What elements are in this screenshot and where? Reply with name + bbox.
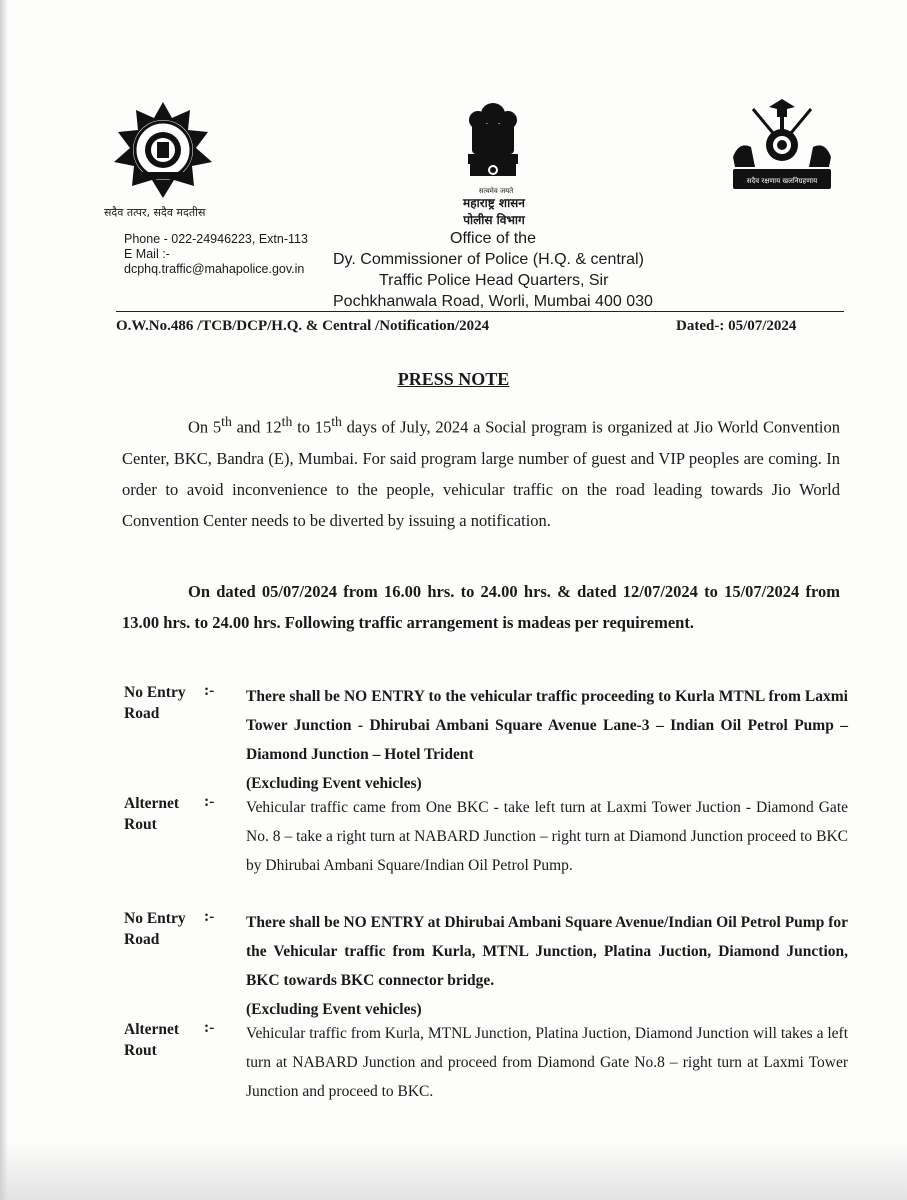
arrangement-text: There shall be NO ENTRY to the vehicular traffic proceeding to Kurla MTNL from Laxmi Tower Junction - Dhirubai Ambani Square Avenue Lane-3 – Indian Oil Petrol Pump – Diamond Junction – Hotel Trident [246,688,848,763]
emblem-motto: सत्यमेव जयते [478,187,514,195]
crest-inscription: सदैव रक्षणाय खलनिग्रहणाय [746,177,818,185]
intro-paragraph [122,406,840,536]
para-text: to 15 [292,417,332,437]
para-text: days of July, 2024 a Social program is organized at Jio World Convention Center, BKC, Bandra (E), Mumbai. For said program large number of guest and VIP peoples are coming. In order to avoid inconvenience to the people, vehicular traffic on the road leading towards Jio World Convention Center needs to be diverted by issuing a notification. [122,417,840,530]
office-line: Traffic Police Head Quarters, Sir [379,272,609,289]
schedule-paragraph: On dated 05/07/2024 from 16.00 hrs. to 24.00 hrs. & dated 12/07/2024 to 15/07/2024 from 13.00 hrs. to 24.00 hrs. Following traffic arrangement is madeas per requirement. [122,582,840,632]
arrangement-separator: :- [204,1019,215,1036]
ordinal-suffix: th [331,414,342,429]
arrangement-body [246,793,848,880]
arrangement-text: Vehicular traffic from Kurla, MTNL Junction, Platina Juction, Diamond Junction will takes a left turn at NABARD Junction and proceed from Diamond Gate No.8 – right turn at Laxmi Tower Junction and proceed to BKC. [246,1025,848,1100]
arrangement-note: (Excluding Event vehicles) [246,775,422,792]
ordinal-suffix: th [281,414,293,429]
department-name: पोलीस विभाग [463,213,525,227]
arrangement-text: Vehicular traffic came from One BKC - take left turn at Laxmi Tower Juction - Diamond Gate No. 8 – take a right turn at NABARD Junction – right turn at Diamond Junction proceed to BKC by Dhirubai Ambani Square/Indian Oil Petrol Pump. [246,799,848,874]
arrangement-label: Alternet Rout [124,795,180,833]
title-text: PRESS NOTE [397,369,510,389]
arrangement-separator: :- [204,793,215,810]
office-line: Office of the [450,230,536,247]
header-divider [116,311,844,312]
arrangement-label: No Entry Road [124,684,186,722]
arrangement-text: There shall be NO ENTRY at Dhirubai Ambani Square Avenue/Indian Oil Petrol Pump for the Vehicular traffic from Kurla, MTNL Junction, Platina Juction, Diamond Junction, BKC towards BKC connector bridge. [246,914,848,989]
date-label: Dated-: [676,318,725,334]
arrangement-body [246,1019,848,1106]
arrangement-label: Alternet Rout [124,1021,180,1059]
arrangement-body [246,682,848,798]
paper-bottom-shadow [0,1140,907,1200]
office-line: Pochkhanwala Road, Worli, Mumbai 400 030 [333,293,653,310]
email-address: dcphq.traffic@mahapolice.gov.in [124,262,305,276]
reference-date [676,318,796,335]
arrangement-note: (Excluding Event vehicles) [246,1001,422,1018]
paper-edge-shadow [0,0,8,1200]
government-name: महाराष्ट्र शासन [463,196,525,210]
email-label: E Mail :- [124,247,170,261]
arrangement-body [246,908,848,1024]
traffic-police-crest-icon [725,95,840,200]
page-title [0,369,907,390]
ashoka-emblem-icon [458,100,528,188]
date-value: 05/07/2024 [728,318,797,334]
ordinal-suffix: th [221,414,232,429]
arrangement-separator: :- [204,908,215,925]
para-text: and 12 [231,417,282,437]
logo-caption: सदैव तत्पर, सदैव मदतीस [104,206,206,219]
arrangement-label: No Entry Road [124,910,186,948]
mumbai-police-logo-icon [108,100,218,200]
reference-number: O.W.No.486 /TCB/DCP/H.Q. & Central /Notification/2024 [116,318,490,334]
para-text: On 5 [188,417,222,437]
arrangement-separator: :- [204,682,215,699]
office-line: Dy. Commissioner of Police (H.Q. & central) [333,251,644,268]
phone-number: Phone - 022-24946223, Extn-113 [124,232,308,246]
